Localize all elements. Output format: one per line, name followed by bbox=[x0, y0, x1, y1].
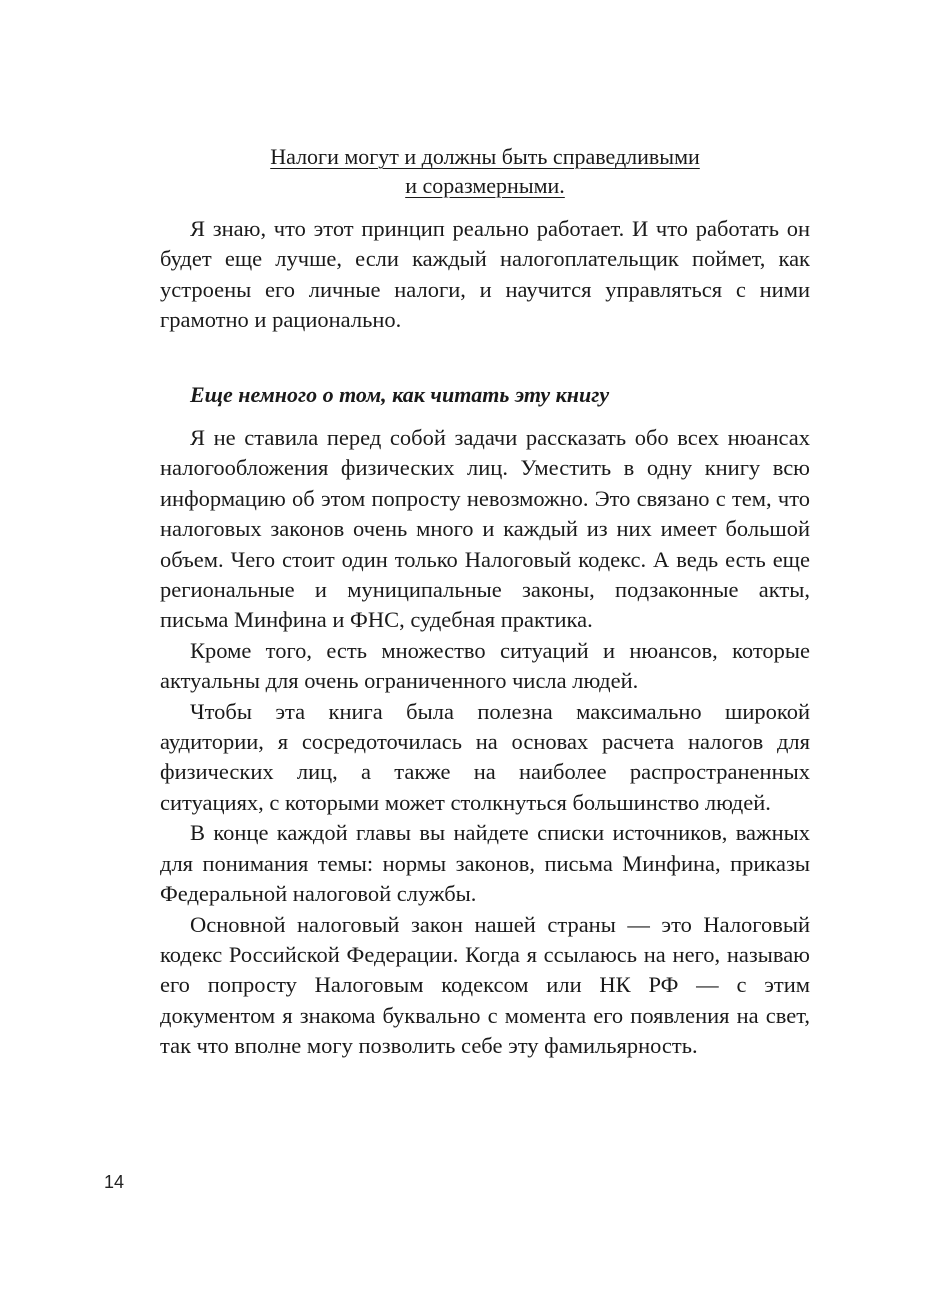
intro-text bbox=[160, 214, 810, 336]
intro-paragraph: Я знаю, что этот принцип реально работает. И что работать он будет еще лучше, если каждый налогоплательщик поймет, как устроены его личные налоги, и научится управляться с ними грамотно и рационально. bbox=[160, 216, 810, 333]
page-number: 14 bbox=[104, 1172, 125, 1192]
body-paragraph-2: Кроме того, есть множество ситуаций и нюансов, которые актуальны для очень ограниченного числа людей. bbox=[160, 637, 810, 694]
body-paragraph-1: Я не ставила перед собой задачи рассказать обо всех нюансах налогообложения физических лиц. Уместить в одну книгу всю информацию об этом попросту невозможно. Это связано с тем, что налоговых законов очень много и каждый из них имеет большой объем. Чего стоит один только Налоговый кодекс. А ведь есть еще региональные и муниципальные законы, подзаконные акты, письма Минфина и ФНС, судебная практика. bbox=[160, 425, 810, 633]
section-title: Еще немного о том, как читать эту книгу bbox=[190, 382, 610, 407]
principle-heading-line-2: и соразмерными. bbox=[405, 173, 565, 198]
body-paragraph-3: Чтобы эта книга была полезна максимально широкой аудитории, я сосредоточилась на основах расчета налогов для физических лиц, а также на наиболее распространенных ситуациях, с которыми может столкнуться большинство людей. bbox=[160, 698, 810, 815]
principle-heading bbox=[160, 142, 810, 200]
body-paragraph-5: Основной налоговый закон нашей страны — это Налоговый кодекс Российской Федерации. Когда я ссылаюсь на него, называю его попросту Налоговым кодексом или НК РФ — с этим документом я знакома буквально с момента его появления на свет, так что вполне могу позволить себе эту фамильярность. bbox=[160, 911, 810, 1059]
principle-heading-line-1: Налоги могут и должны быть справедливыми bbox=[270, 144, 700, 169]
section-body bbox=[160, 423, 810, 1062]
body-paragraph-4: В конце каждой главы вы найдете списки источников, важных для понимания темы: нормы законов, письма Минфина, приказы Федеральной налоговой службы. bbox=[160, 820, 810, 907]
